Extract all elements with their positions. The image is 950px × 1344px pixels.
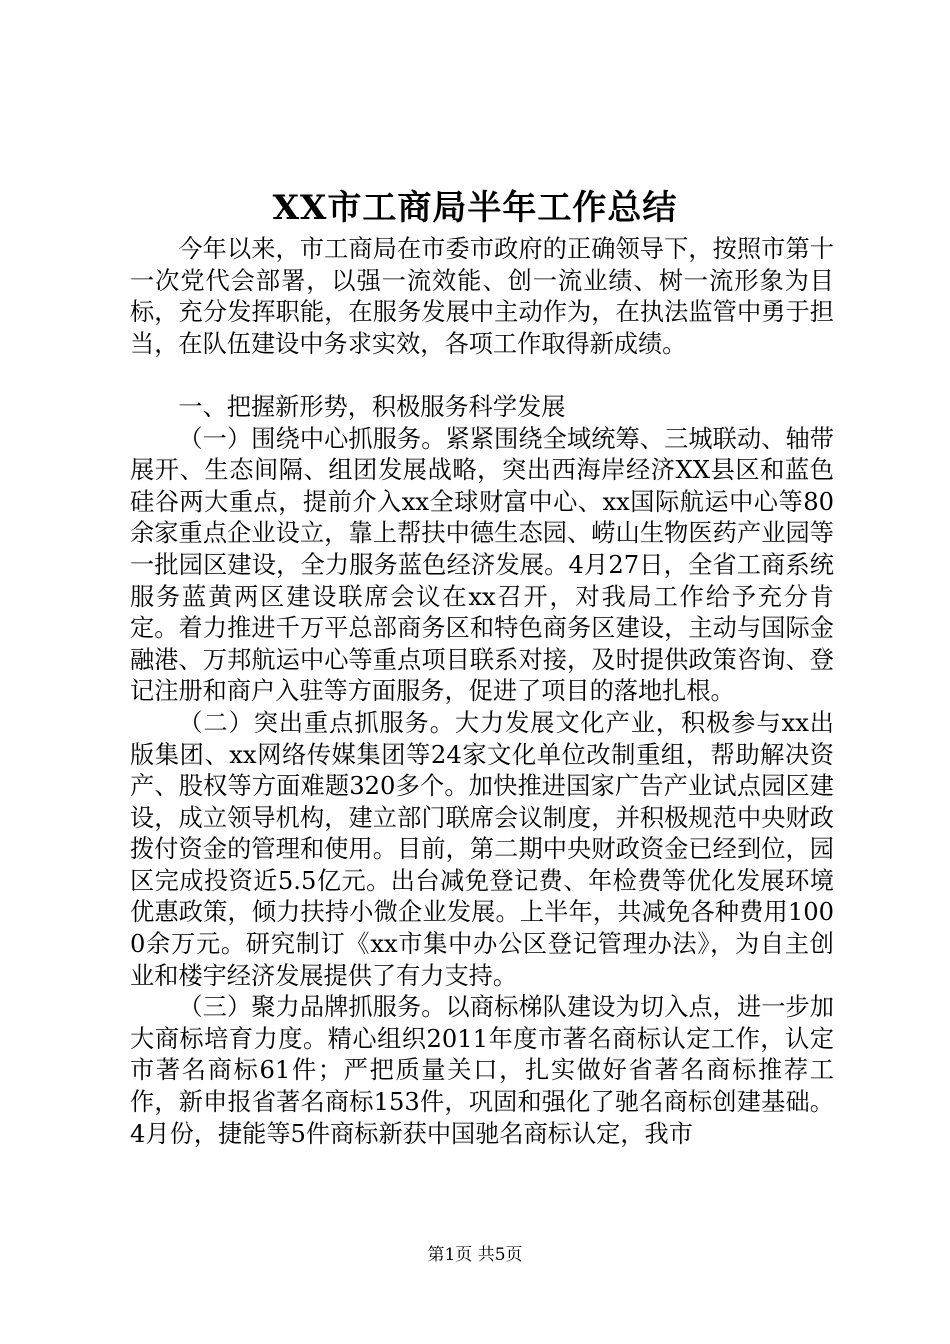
- page-number-footer: 第1页 共5页: [427, 1245, 523, 1265]
- paragraph-3: （三）聚力品牌抓服务。以商标梯队建设为切入点，进一步加大商标培育力度。精心组织2011年度市著名商标认定工作，认定市著名商标61件；严把质量关口，扎实做好省著名商标推荐工作，新申报省著名商标153件，巩固和强化了驰名商标创建基础。4月份，捷能等5件商标新获中国驰名商标认定，我市: [130, 993, 834, 1148]
- document-body: [130, 234, 834, 1150]
- paragraph-2: （二）突出重点抓服务。大力发展文化产业，积极参与xx出版集团、xx网络传媒集团等24家文化单位改制重组，帮助解决资产、股权等方面难题320多个。加快推进国家广告产业试点园区建设，成立领导机构，建立部门联席会议制度，并积极规范中央财政拨付资金的管理和使用。目前，第二期中央财政资金已经到位，园区完成投资近5.5亿元。出台减免登记费、年检费等优化发展环境优惠政策，倾力扶持小微企业发展。上半年，共减免各种费用1000余万元。研究制订《xx市集中办公区登记管理办法》，为自主创业和楼宇经济发展提供了有力支持。: [130, 708, 834, 990]
- intro-paragraph: 今年以来，市工商局在市委市政府的正确领导下，按照市第十一次党代会部署，以强一流效能、创一流业绩、树一流形象为目标，充分发挥职能，在服务发展中主动作为，在执法监管中勇于担当，在队伍建设中务求实效，各项工作取得新成绩。: [130, 235, 834, 358]
- paragraph-1: （一）围绕中心抓服务。紧紧围绕全域统筹、三城联动、轴带展开、生态间隔、组团发展战略，突出西海岸经济XX县区和蓝色硅谷两大重点，提前介入xx全球财富中心、xx国际航运中心等80余家重点企业设立，靠上帮扶中德生态园、崂山生物医药产业园等一批园区建设，全力服务蓝色经济发展。4月27日，全省工商系统服务蓝黄两区建设联席会议在xx召开，对我局工作给予充分肯定。着力推进千万平总部商务区和特色商务区建设，主动与国际金融港、万邦航运中心等重点项目联系对接，及时提供政策咨询、登记注册和商户入驻等方面服务，促进了项目的落地扎根。: [130, 424, 834, 706]
- document-title: XX市工商局半年工作总结: [272, 188, 678, 228]
- section-heading-1: 一、把握新形势，积极服务科学发展: [178, 392, 566, 421]
